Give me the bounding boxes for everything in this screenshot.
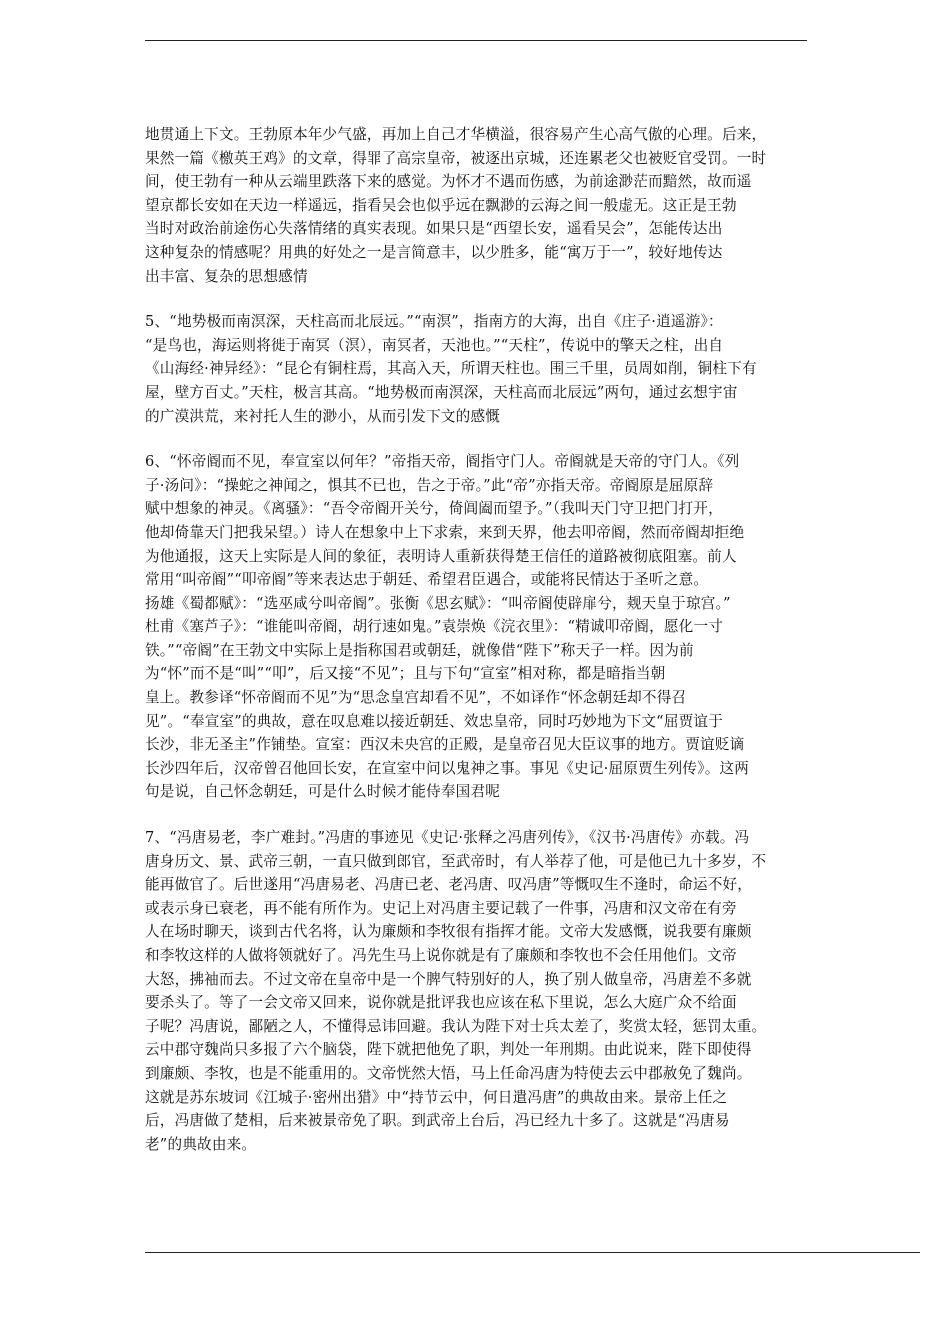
footer-rule [145, 1252, 920, 1253]
document-body [145, 123, 813, 1178]
paragraph-continuation: 地贯通上下文。王勃原本年少气盛，再加上自己才华横溢，很容易产生心高气傲的心理。后来， 果然一篇《檄英王鸡》的文章，得罪了高宗皇帝，被逐出京城，还连累老父也被贬官受罚。一时 间，使王勃有一种从云端里跌落下来的感觉。为怀才不遇而伤感，为前途渺茫而黯然，故而遥 望京都长安如在天边一样遥远，指看吴会也似乎远在飘渺的云海之间一般虚无。这正是王勃 当时对政治前途伤心失落情绪的真实表现。如果只是“西望长安，遥看吴会”，怎能传达出 这种复杂的情感呢？用典的好处之一是言简意丰，以少胜多，能“寓万于一”，较好地传达 出丰富、复杂的思想感情 [145, 126, 767, 285]
paragraph-item-7: 7、“冯唐易老，李广难封。”冯唐的事迹见《史记·张释之冯唐列传》，《汉书·冯唐传》亦载。冯 唐身历文、景、武帝三朝，一直只做到郎官，至武帝时，有人举荐了他，可是他已九十多岁，不 能再做官了。后世遂用“冯唐易老、冯唐已老、老冯唐、叹冯唐”等慨叹生不逢时，命运不好， 或表示身已衰老，再不能有所作为。史记上对冯唐主要记载了一件事，冯唐和汉文帝在有旁 人在场时聊天，谈到古代名将，认为廉颇和李牧很有指挥才能。文帝大发感慨，说我要有廉颇 和李牧这样的人做将领就好了。冯先生马上说你就是有了廉颇和李牧也不会任用他们。文帝 大怒，拂袖而去。不过文帝在皇帝中是一个脾气特别好的人，换了别人做皇帝，冯唐差不多就 要杀头了。等了一会文帝又回来，说你就是批评我也应该在私下里说，怎么大庭广众不给面 子呢？冯唐说，鄙陋之人，不懂得忌讳回避。我认为陛下对士兵太差了，奖赏太轻，惩罚太重。 云中郡守魏尚只多报了六个脑袋，陛下就把他免了职，判处一年刑期。由此说来，陛下即使得 到廉颇、李牧，也是不能重用的。文帝恍然大悟，马上任命冯唐为特使去云中郡赦免了魏尚。 这就是苏东坡词《江城子·密州出猎》中“持节云中，何日遣冯唐”的典故由来。景帝上任之 后，冯唐做了楚相，后来被景帝免了职。到武帝上台后，冯已经九十多了。这就是“冯唐易 老”的典故由来。 [145, 829, 767, 1153]
paragraph-item-6: 6、“怀帝阍而不见，奉宣室以何年？”帝指天帝，阍指守门人。帝阍就是天帝的守门人。《列 子·汤问》：“操蛇之神闻之，惧其不已也，告之于帝。”此“帝”亦指天帝。帝阍原是屈原辞 赋中想象的神灵。《离骚》：“吾令帝阍开关兮，倚阊阖而望予。”（我叫天门守卫把门打开， 他却倚靠天门把我呆望。）诗人在想象中上下求索，来到天界，他去叩帝阍，然而帝阍却拒绝 为他通报，这天上实际是人间的象征，表明诗人重新获得楚王信任的道路被彻底阻塞。前人 常用“叫帝阍”“叩帝阍”等来表达忠于朝廷、希望君臣遇合，或能将民情达于圣听之意。 扬雄《蜀都赋》：“选巫咸兮叫帝阍”。张衡《思玄赋》：“叫帝阍使辟扉兮，觌天皇于琼宫。” 杜甫《塞芦子》：“谁能叫帝阍，胡行速如鬼。”袁崇焕《浣衣里》：“精诚叩帝阍，愿化一寸 铁。”“帝阍”在王勃文中实际上是指称国君或朝廷，就像借“陛下”称天子一样。因为前 为“怀”而不是“叫”“叩”，后又接“不见”；且与下句“宣室”相对称，都是暗指当朝 皇上。教参译“怀帝阍而不见”为“思念皇宫却看不见”，不如译作“怀念朝廷却不得召 见”。“奉宣室”的典故，意在叹息难以接近朝廷、效忠皇帝，同时巧妙地为下文“屈贾谊于 长沙，非无圣主”作铺垫。宣室：西汉未央宫的正殿，是皇帝召见大臣议事的地方。贾谊贬谪 长沙四年后，汉帝曾召他回长安，在宣室中问以鬼神之事。事见《史记·屈原贾生列传》。这两 句是说，自己怀念朝廷，可是什么时候才能侍奉国君呢 [145, 453, 750, 801]
header-rule [145, 40, 807, 41]
paragraph-item-5: 5、“地势极而南溟深，天柱高而北辰远。”“南溟”，指南方的大海，出自《庄子·逍遥游》： “是鸟也，海运则将徙于南冥（溟），南冥者，天池也。”“天柱”，传说中的擎天之柱，出自 《山海经·神异经》：“昆仑有铜柱焉，其高入天，所谓天柱也。围三千里，员周如削，铜柱下有 屋，壁方百丈。”天柱，极言其高。“地势极而南溟深，天柱高而北辰远”两句，通过玄想宇宙 的广漠洪荒，来衬托人生的渺小，从而引发下文的感慨 [145, 313, 757, 425]
